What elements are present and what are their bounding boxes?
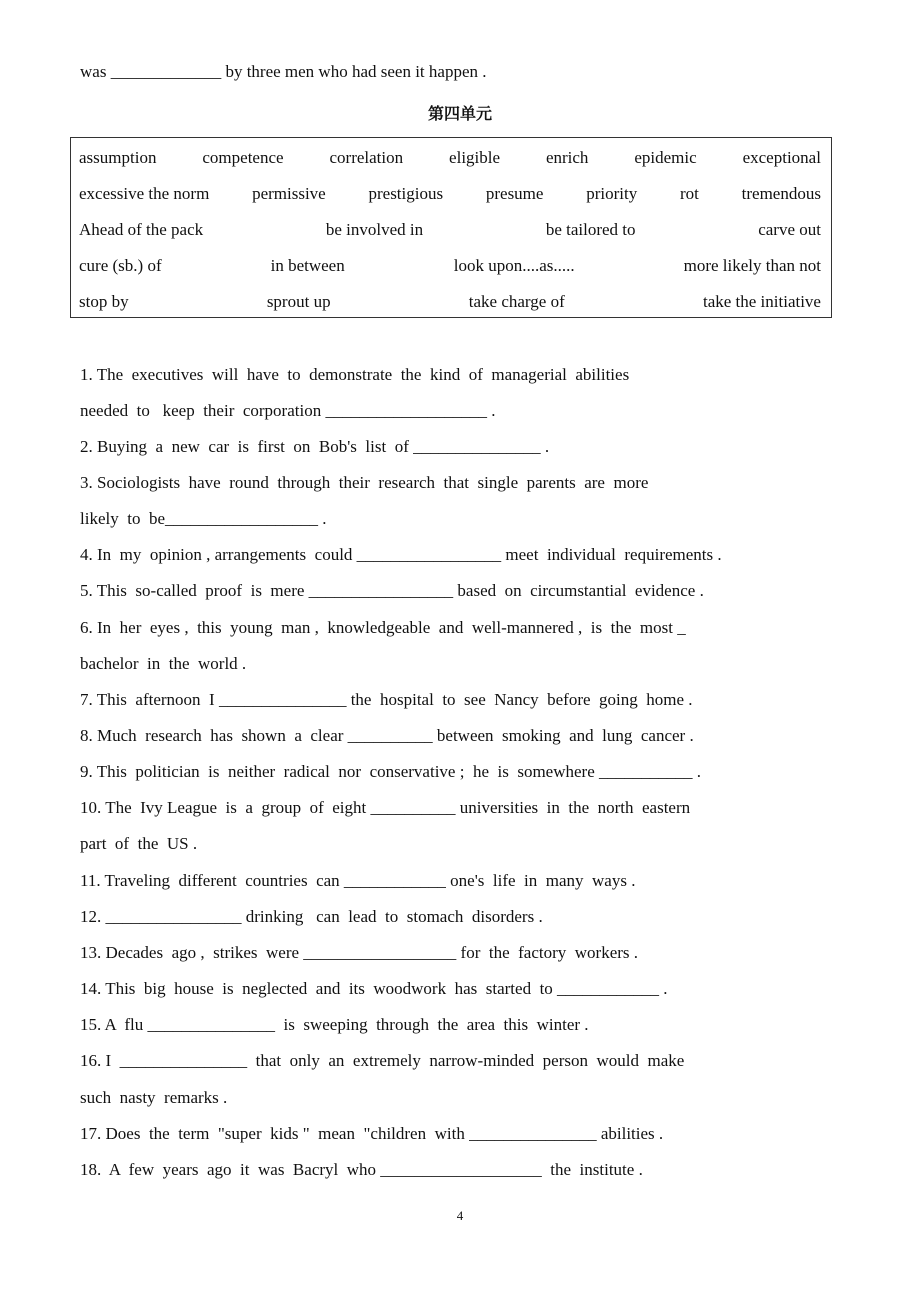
vocab-row [79, 292, 821, 312]
vocab-row [79, 256, 821, 276]
exercise-line: 10. The Ivy League is a group of eight __________ universities in the north eastern [80, 798, 691, 817]
exercise-line: 11. Traveling different countries can ____________ one's life in many ways . [80, 871, 636, 890]
vocab-phrase: more likely than not [683, 256, 821, 275]
vocab-word: eligible [449, 148, 501, 167]
vocab-phrase: take the initiative [702, 292, 821, 311]
exercise-line: 16. I _______________ that only an extremely narrow-minded person would make [80, 1051, 685, 1070]
exercise-line: 2. Buying a new car is first on Bob's list of _______________ . [80, 437, 550, 456]
vocab-phrase: sprout up [266, 292, 331, 311]
exercise-line: needed to keep their corporation ___________________ . [80, 401, 496, 420]
vocab-phrase: stop by [79, 292, 129, 311]
exercise-line: 6. In her eyes , this young man , knowledgeable and well-mannered , is the most _ [80, 618, 686, 637]
exercise-line: 18. A few years ago it was Bacryl who ___________________ the institute . [80, 1160, 643, 1179]
exercise-line: 12. ________________ drinking can lead to stomach disorders . [80, 907, 543, 926]
exercise-line: 17. Does the term "super kids " mean "children with _______________ abilities . [80, 1124, 664, 1143]
vocabulary-box [70, 137, 832, 318]
vocab-word: epidemic [634, 148, 697, 167]
exercise-line: 1. The executives will have to demonstrate the kind of managerial abilities [80, 365, 630, 384]
vocab-row [79, 220, 821, 240]
vocab-phrase: be involved in [325, 220, 424, 239]
exercise-line: 14. This big house is neglected and its woodwork has started to ____________ . [80, 979, 668, 998]
vocab-phrase: be tailored to [545, 220, 636, 239]
vocab-phrase: in between [270, 256, 345, 275]
exercise-line: 4. In my opinion , arrangements could _________________ meet individual requirements . [80, 545, 722, 564]
exercise-line: 5. This so-called proof is mere _________________ based on circumstantial evidence . [80, 581, 704, 600]
vocab-word: tremendous [741, 184, 821, 203]
exercise-line: 13. Decades ago , strikes were __________________ for the factory workers . [80, 943, 639, 962]
exercise-line: likely to be__________________ . [80, 509, 327, 528]
page-number: 4 [456, 1208, 464, 1223]
vocab-word: competence [202, 148, 284, 167]
exercise-line: 3. Sociologists have round through their research that single parents are more [80, 473, 649, 492]
exercise-line: part of the US . [80, 834, 198, 853]
vocab-phrase: cure (sb.) of [79, 256, 162, 275]
vocab-word: prestigious [368, 184, 444, 203]
vocab-word: enrich [545, 148, 589, 167]
vocab-phrase: Ahead of the pack [79, 220, 204, 239]
section-title: 第四单元 [427, 104, 492, 123]
vocab-phrase: look upon....as..... [453, 256, 575, 275]
exercise-line: bachelor in the world . [80, 654, 247, 673]
vocab-phrase: take charge of [468, 292, 565, 311]
vocab-word: presume [485, 184, 544, 203]
exercise-line: 7. This afternoon I _______________ the hospital to see Nancy before going home . [80, 690, 693, 709]
vocab-phrase: carve out [758, 220, 821, 239]
intro-line: was _____________ by three men who had seen it happen . [80, 62, 487, 81]
vocab-word: exceptional [742, 148, 821, 167]
vocab-word: assumption [79, 148, 157, 167]
vocab-word: rot [679, 184, 699, 203]
exercise-line: such nasty remarks . [80, 1088, 228, 1107]
exercise-line: 8. Much research has shown a clear __________ between smoking and lung cancer . [80, 726, 694, 745]
vocab-row [79, 184, 821, 204]
vocab-word: priority [586, 184, 638, 203]
exercise-line: 9. This politician is neither radical nor conservative ; he is somewhere ___________ . [80, 762, 701, 781]
vocab-row [79, 148, 821, 168]
vocab-word: correlation [329, 148, 404, 167]
vocab-word: permissive [252, 184, 326, 203]
exercise-line: 15. A flu _______________ is sweeping through the area this winter . [80, 1015, 589, 1034]
vocab-word: excessive the norm [79, 184, 210, 203]
